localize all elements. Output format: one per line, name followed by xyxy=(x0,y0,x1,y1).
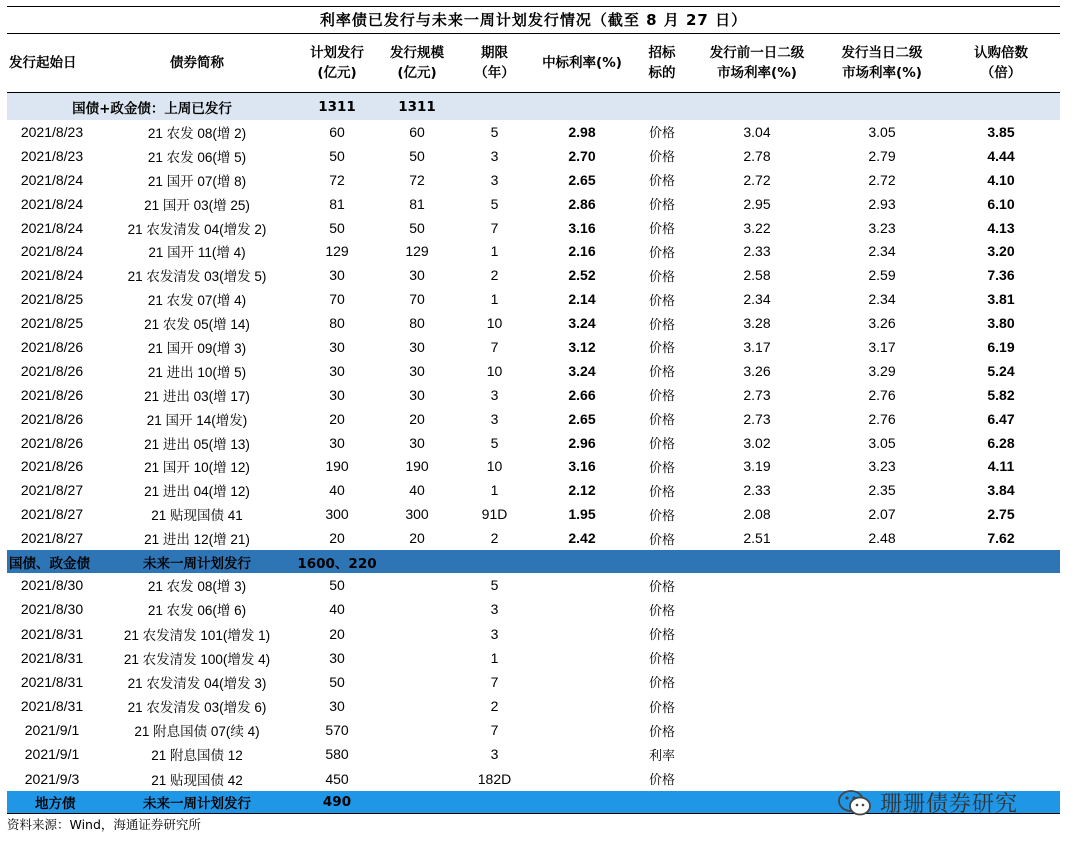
planned-row xyxy=(7,646,1060,670)
cell-bid: 价格 xyxy=(648,483,675,499)
cell-date: 2021/8/24 xyxy=(20,219,84,236)
cell-mult: 6.28 xyxy=(987,434,1015,451)
cell-plan: 50 xyxy=(329,219,345,236)
planned-row xyxy=(7,670,1060,694)
cell-mult: 7.62 xyxy=(987,530,1015,547)
cell-same: 3.05 xyxy=(868,434,896,451)
cell-name: 21 国开 10(增 12) xyxy=(144,460,250,476)
cell-mult: 3.80 xyxy=(987,315,1015,332)
cell-same: 2.34 xyxy=(868,291,896,308)
planned-row xyxy=(7,573,1060,597)
section-local-label: 地方债 xyxy=(7,791,97,814)
cell-name: 21 附息国债 12 xyxy=(151,748,243,764)
cell-mult: 4.11 xyxy=(987,458,1015,475)
cell-bid: 价格 xyxy=(648,244,675,260)
cell-term: 3 xyxy=(490,601,499,618)
cell-term: 10 xyxy=(486,362,503,379)
section-local-plan: 490 xyxy=(297,791,377,814)
cell-size: 20 xyxy=(409,530,425,547)
cell-term: 3 xyxy=(490,147,499,164)
cell-plan: 81 xyxy=(329,195,345,212)
cell-date: 2021/8/26 xyxy=(20,410,84,427)
cell-prev: 3.04 xyxy=(743,123,771,140)
cell-term: 1 xyxy=(490,291,499,308)
issued-row xyxy=(7,383,1060,407)
cell-same: 2.07 xyxy=(868,506,896,523)
cell-term: 2 xyxy=(490,698,499,715)
cell-plan: 60 xyxy=(329,123,345,140)
cell-plan: 50 xyxy=(329,147,345,164)
cell-same: 3.26 xyxy=(868,315,896,332)
cell-mult: 5.82 xyxy=(987,386,1015,403)
cell-rate: 2.66 xyxy=(568,386,596,403)
cell-size: 129 xyxy=(405,243,429,260)
cell-term: 182D xyxy=(477,770,512,787)
cell-mult: 3.84 xyxy=(987,482,1015,499)
cell-plan: 50 xyxy=(329,577,345,594)
cell-date: 2021/8/26 xyxy=(20,362,84,379)
cell-same: 2.48 xyxy=(868,530,896,547)
cell-plan: 20 xyxy=(329,530,345,547)
cell-size: 50 xyxy=(409,147,425,164)
cell-date: 2021/8/23 xyxy=(20,147,84,164)
cell-plan: 30 xyxy=(329,267,345,284)
cell-size: 40 xyxy=(409,482,425,499)
cell-plan: 30 xyxy=(329,434,345,451)
header-same: 发行当日二级 市场利率(%) xyxy=(841,45,923,81)
issued-row xyxy=(7,120,1060,144)
cell-term: 5 xyxy=(490,195,499,212)
cell-plan: 40 xyxy=(329,482,345,499)
cell-same: 2.59 xyxy=(868,267,896,284)
cell-date: 2021/8/27 xyxy=(20,506,84,523)
cell-date: 2021/8/31 xyxy=(20,673,84,690)
cell-size: 81 xyxy=(409,195,425,212)
table-title: 利率债已发行与未来一周计划发行情况（截至 8 月 27 日） xyxy=(7,6,1060,34)
cell-name: 21 农发 05(增 14) xyxy=(144,317,250,333)
cell-date: 2021/8/23 xyxy=(20,123,84,140)
cell-same: 3.23 xyxy=(868,458,896,475)
cell-plan: 20 xyxy=(329,410,345,427)
cell-date: 2021/8/24 xyxy=(20,243,84,260)
cell-term: 1 xyxy=(490,243,499,260)
cell-name: 21 农发清发 101(增发 1) xyxy=(123,627,271,643)
cell-date: 2021/8/24 xyxy=(20,267,84,284)
issued-row xyxy=(7,359,1060,383)
issued-row xyxy=(7,168,1060,192)
cell-same: 2.93 xyxy=(868,195,896,212)
cell-name: 21 农发 06(增 6) xyxy=(147,603,247,619)
cell-same: 3.05 xyxy=(868,123,896,140)
cell-same: 2.76 xyxy=(868,386,896,403)
cell-term: 7 xyxy=(490,219,499,236)
cell-mult: 6.19 xyxy=(987,338,1015,355)
cell-prev: 3.28 xyxy=(743,315,771,332)
cell-plan: 72 xyxy=(329,171,345,188)
cell-date: 2021/8/25 xyxy=(20,291,84,308)
cell-same: 3.17 xyxy=(868,338,896,355)
cell-bid: 价格 xyxy=(648,173,675,189)
cell-prev: 2.33 xyxy=(743,482,771,499)
cell-name: 21 贴现国债 41 xyxy=(151,508,243,524)
issued-row xyxy=(7,454,1060,478)
cell-date: 2021/8/24 xyxy=(20,195,84,212)
cell-plan: 129 xyxy=(325,243,349,260)
cell-rate: 1.95 xyxy=(568,506,596,523)
cell-term: 10 xyxy=(486,458,503,475)
cell-same: 2.35 xyxy=(868,482,896,499)
cell-bid: 价格 xyxy=(648,459,675,475)
planned-row xyxy=(7,621,1060,645)
cell-size: 30 xyxy=(409,386,425,403)
section-issued-label: 国债+政金债：上周已发行 xyxy=(7,93,297,121)
cell-date: 2021/8/26 xyxy=(20,386,84,403)
cell-name: 21 国开 03(增 25) xyxy=(144,197,250,213)
cell-bid: 价格 xyxy=(648,316,675,332)
cell-date: 2021/8/27 xyxy=(20,482,84,499)
issuance-table-container xyxy=(7,6,1060,814)
planned-row xyxy=(7,718,1060,742)
cell-bid: 价格 xyxy=(648,125,675,141)
cell-rate: 3.12 xyxy=(568,338,596,355)
cell-plan: 30 xyxy=(329,338,345,355)
cell-prev: 2.78 xyxy=(743,147,771,164)
cell-date: 2021/8/26 xyxy=(20,434,84,451)
cell-name: 21 进出 12(增 21) xyxy=(144,532,250,548)
cell-plan: 70 xyxy=(329,291,345,308)
issued-row xyxy=(7,311,1060,335)
cell-term: 3 xyxy=(490,410,499,427)
cell-term: 2 xyxy=(490,530,499,547)
cell-prev: 2.72 xyxy=(743,171,771,188)
cell-plan: 50 xyxy=(329,673,345,690)
cell-name: 21 农发清发 04(增发 2) xyxy=(127,221,267,237)
header-bid: 招标 标的 xyxy=(648,45,676,81)
cell-bid: 价格 xyxy=(648,364,675,380)
cell-rate: 2.86 xyxy=(568,195,596,212)
cell-name: 21 国开 09(增 3) xyxy=(147,340,247,356)
cell-plan: 580 xyxy=(325,746,349,763)
planned-row xyxy=(7,597,1060,621)
cell-date: 2021/8/25 xyxy=(20,315,84,332)
watermark-text: 珊珊债券研究 xyxy=(880,792,1019,817)
cell-name: 21 进出 03(增 17) xyxy=(144,388,250,404)
cell-prev: 2.34 xyxy=(743,291,771,308)
section-issued-size: 1311 xyxy=(377,93,457,121)
cell-date: 2021/8/30 xyxy=(20,577,84,594)
cell-mult: 3.81 xyxy=(987,291,1015,308)
cell-name: 21 国开 07(增 8) xyxy=(147,173,247,189)
cell-bid: 价格 xyxy=(648,772,675,788)
cell-rate: 2.70 xyxy=(568,147,596,164)
cell-date: 2021/8/31 xyxy=(20,698,84,715)
section-planned-sublabel: 未来一周计划发行 xyxy=(97,550,297,573)
cell-term: 10 xyxy=(486,315,503,332)
wechat-icon xyxy=(838,789,872,817)
cell-mult: 4.10 xyxy=(987,171,1015,188)
cell-mult: 3.20 xyxy=(987,243,1015,260)
cell-term: 3 xyxy=(490,625,499,642)
header-size: 发行规模 (亿元) xyxy=(390,45,444,81)
cell-plan: 30 xyxy=(329,386,345,403)
cell-date: 2021/8/24 xyxy=(20,171,84,188)
cell-plan: 190 xyxy=(325,458,349,475)
cell-size: 300 xyxy=(405,506,429,523)
cell-rate: 2.65 xyxy=(568,410,596,427)
cell-size: 30 xyxy=(409,267,425,284)
cell-term: 1 xyxy=(490,482,499,499)
cell-prev: 2.08 xyxy=(743,506,771,523)
cell-date: 2021/8/26 xyxy=(20,338,84,355)
cell-name: 21 农发 08(增 2) xyxy=(147,125,247,141)
cell-mult: 2.75 xyxy=(987,506,1015,523)
cell-date: 2021/8/26 xyxy=(20,458,84,475)
issued-row xyxy=(7,478,1060,502)
cell-bid: 价格 xyxy=(648,507,675,523)
cell-term: 7 xyxy=(490,673,499,690)
cell-mult: 4.13 xyxy=(987,219,1015,236)
cell-rate: 2.98 xyxy=(568,123,596,140)
cell-prev: 2.51 xyxy=(743,530,771,547)
issued-row xyxy=(7,144,1060,168)
cell-bid: 价格 xyxy=(648,436,675,452)
header-row xyxy=(7,34,1060,93)
issuance-table xyxy=(7,34,1060,814)
header-plan: 计划发行 (亿元) xyxy=(310,45,364,81)
cell-plan: 20 xyxy=(329,625,345,642)
cell-prev: 3.26 xyxy=(743,362,771,379)
cell-rate: 3.24 xyxy=(568,362,596,379)
header-mult: 认购倍数 （倍） xyxy=(974,45,1028,81)
issued-row xyxy=(7,287,1060,311)
cell-plan: 300 xyxy=(325,506,349,523)
cell-size: 50 xyxy=(409,219,425,236)
cell-name: 21 进出 05(增 13) xyxy=(144,436,250,452)
issued-row xyxy=(7,335,1060,359)
cell-same: 2.34 xyxy=(868,243,896,260)
cell-mult: 6.10 xyxy=(987,195,1015,212)
section-issued-plan: 1311 xyxy=(297,93,377,121)
cell-plan: 30 xyxy=(329,698,345,715)
cell-term: 5 xyxy=(490,123,499,140)
issued-row xyxy=(7,526,1060,550)
cell-size: 30 xyxy=(409,362,425,379)
header-term: 期限 （年） xyxy=(474,45,515,81)
cell-size: 30 xyxy=(409,434,425,451)
cell-same: 3.29 xyxy=(868,362,896,379)
cell-name: 21 进出 04(增 12) xyxy=(144,484,250,500)
cell-prev: 3.19 xyxy=(743,458,771,475)
issued-row xyxy=(7,192,1060,216)
cell-prev: 2.73 xyxy=(743,410,771,427)
cell-plan: 40 xyxy=(329,601,345,618)
issued-row xyxy=(7,407,1060,431)
cell-name: 21 贴现国债 42 xyxy=(151,772,243,788)
cell-rate: 2.52 xyxy=(568,267,596,284)
cell-rate: 3.16 xyxy=(568,219,596,236)
cell-term: 3 xyxy=(490,386,499,403)
cell-name: 21 农发清发 04(增发 3) xyxy=(127,675,267,691)
cell-bid: 价格 xyxy=(648,602,675,618)
watermark xyxy=(838,787,1018,818)
cell-size: 30 xyxy=(409,338,425,355)
cell-term: 7 xyxy=(490,722,499,739)
cell-date: 2021/9/1 xyxy=(24,746,80,763)
cell-prev: 3.22 xyxy=(743,219,771,236)
cell-rate: 2.42 xyxy=(568,530,596,547)
cell-name: 21 农发清发 03(增发 5) xyxy=(127,269,267,285)
cell-size: 72 xyxy=(409,171,425,188)
cell-bid: 价格 xyxy=(648,651,675,667)
cell-same: 2.72 xyxy=(868,171,896,188)
cell-rate: 3.24 xyxy=(568,315,596,332)
cell-same: 3.23 xyxy=(868,219,896,236)
issued-row xyxy=(7,263,1060,287)
cell-prev: 3.02 xyxy=(743,434,771,451)
cell-bid: 价格 xyxy=(648,340,675,356)
cell-mult: 4.44 xyxy=(987,147,1015,164)
header-rate: 中标利率(%) xyxy=(542,55,622,71)
cell-name: 21 农发清发 100(增发 4) xyxy=(123,651,271,667)
section-planned-plan: 1600、220 xyxy=(297,550,377,573)
cell-mult: 7.36 xyxy=(987,267,1015,284)
cell-bid: 价格 xyxy=(648,292,675,308)
cell-bid: 价格 xyxy=(648,531,675,547)
cell-term: 5 xyxy=(490,577,499,594)
cell-bid: 价格 xyxy=(648,578,675,594)
cell-name: 21 农发 07(增 4) xyxy=(147,293,247,309)
cell-bid: 价格 xyxy=(648,268,675,284)
cell-bid: 价格 xyxy=(648,149,675,165)
cell-date: 2021/9/1 xyxy=(24,722,80,739)
cell-bid: 价格 xyxy=(648,412,675,428)
issued-row xyxy=(7,502,1060,526)
cell-same: 2.79 xyxy=(868,147,896,164)
cell-term: 91D xyxy=(481,506,508,523)
cell-rate: 2.14 xyxy=(568,291,596,308)
cell-prev: 2.73 xyxy=(743,386,771,403)
cell-size: 20 xyxy=(409,410,425,427)
cell-bid: 价格 xyxy=(648,221,675,236)
cell-same: 2.76 xyxy=(868,410,896,427)
cell-rate: 2.65 xyxy=(568,171,596,188)
section-planned-row xyxy=(7,550,1060,573)
cell-name: 21 进出 10(增 5) xyxy=(147,364,247,380)
cell-rate: 3.16 xyxy=(568,458,596,475)
cell-plan: 30 xyxy=(329,649,345,666)
cell-mult: 3.85 xyxy=(987,123,1015,140)
section-issued-row xyxy=(7,93,1060,121)
source-note: 资料来源：Wind，海通证券研究所 xyxy=(7,817,201,832)
cell-rate: 2.16 xyxy=(568,243,596,260)
cell-mult: 5.24 xyxy=(987,362,1015,379)
cell-bid: 利率 xyxy=(648,747,675,763)
cell-prev: 2.58 xyxy=(743,267,771,284)
cell-name: 21 国开 14(增发) xyxy=(146,412,248,428)
cell-term: 1 xyxy=(490,649,499,666)
cell-bid: 价格 xyxy=(648,627,675,642)
header-prev: 发行前一日二级 市场利率(%) xyxy=(709,45,805,81)
cell-size: 80 xyxy=(409,315,425,332)
cell-rate: 2.12 xyxy=(568,482,596,499)
cell-prev: 2.33 xyxy=(743,243,771,260)
issued-row xyxy=(7,216,1060,240)
cell-size: 60 xyxy=(409,123,425,140)
cell-term: 7 xyxy=(490,338,499,355)
cell-name: 21 农发 06(增 5) xyxy=(147,149,247,165)
cell-plan: 80 xyxy=(329,315,345,332)
header-name: 债券简称 xyxy=(170,55,224,71)
cell-plan: 570 xyxy=(325,722,349,739)
planned-row xyxy=(7,742,1060,766)
cell-name: 21 国开 11(增 4) xyxy=(148,245,246,261)
header-date: 发行起始日 xyxy=(9,55,77,71)
cell-size: 70 xyxy=(409,291,425,308)
cell-bid: 价格 xyxy=(648,388,675,404)
issued-row xyxy=(7,431,1060,455)
cell-prev: 2.95 xyxy=(743,195,771,212)
cell-plan: 450 xyxy=(325,770,349,787)
cell-bid: 价格 xyxy=(648,723,675,739)
cell-bid: 价格 xyxy=(648,197,675,213)
cell-bid: 价格 xyxy=(648,699,675,715)
cell-date: 2021/8/30 xyxy=(20,601,84,618)
cell-term: 2 xyxy=(490,267,499,284)
cell-name: 21 农发 08(增 3) xyxy=(147,579,247,595)
cell-date: 2021/8/31 xyxy=(20,625,84,642)
cell-name: 21 附息国债 07(续 4) xyxy=(134,724,260,740)
cell-mult: 6.47 xyxy=(987,410,1015,427)
cell-term: 5 xyxy=(490,434,499,451)
cell-date: 2021/8/27 xyxy=(20,530,84,547)
cell-name: 21 农发清发 03(增发 6) xyxy=(127,700,267,716)
issued-row xyxy=(7,239,1060,263)
cell-prev: 3.17 xyxy=(743,338,771,355)
cell-bid: 价格 xyxy=(648,675,675,691)
cell-date: 2021/8/31 xyxy=(20,649,84,666)
section-local-sublabel: 未来一周计划发行 xyxy=(97,791,297,814)
cell-size: 190 xyxy=(405,458,429,475)
cell-date: 2021/9/3 xyxy=(24,770,80,787)
section-planned-label: 国债、政金债 xyxy=(7,550,97,573)
cell-plan: 30 xyxy=(329,362,345,379)
planned-row xyxy=(7,694,1060,718)
cell-term: 3 xyxy=(490,746,499,763)
cell-rate: 2.96 xyxy=(568,434,596,451)
cell-term: 3 xyxy=(490,171,499,188)
